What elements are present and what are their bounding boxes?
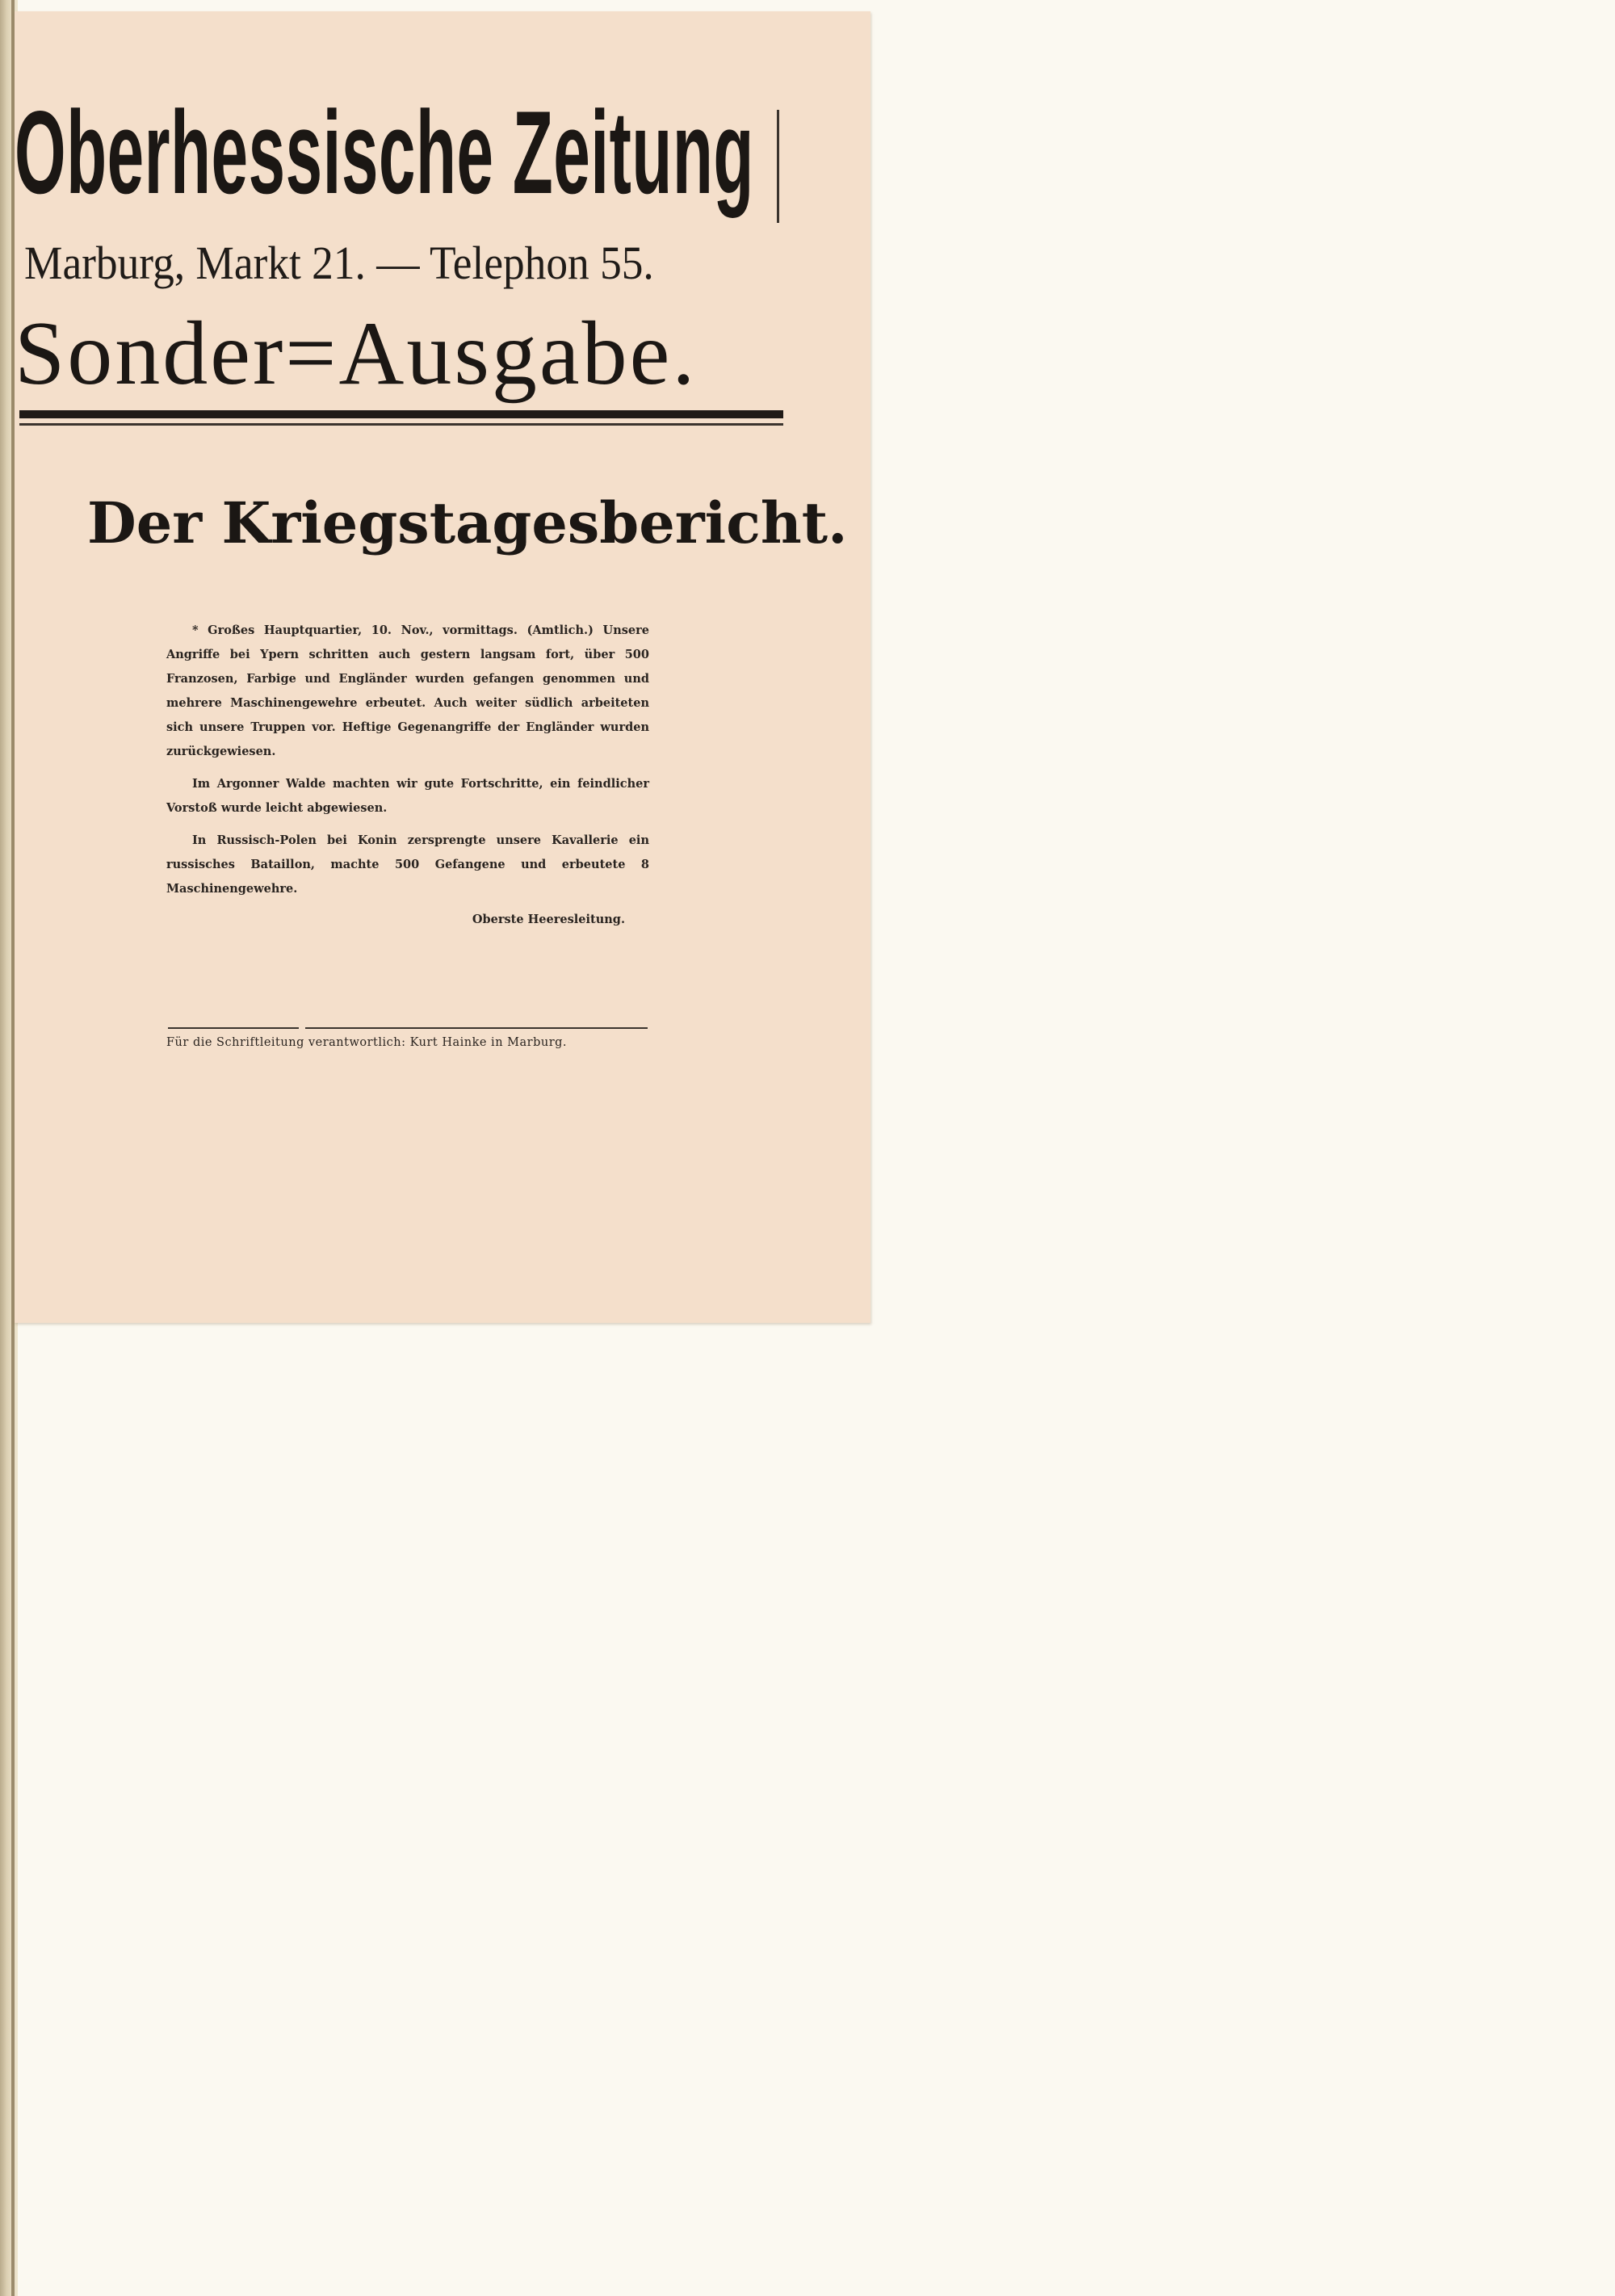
newspaper-clipping bbox=[15, 11, 870, 1323]
page-background bbox=[18, 1308, 1615, 2296]
edition-label: Sonder=Ausgabe. bbox=[15, 304, 698, 404]
masthead-divider-thin bbox=[19, 423, 783, 426]
article-paragraph: In Russisch-Polen bei Konin zersprengte unsere Kavallerie ein russisches Bataillon, machte 500 Gefangene und erbeutete 8 Maschinengewehre. bbox=[166, 833, 649, 896]
masthead-rule bbox=[777, 110, 779, 223]
masthead-address: Marburg, Markt 21. — Telephon 55. bbox=[24, 237, 654, 289]
article-headline: Der Kriegstagesbericht. bbox=[87, 489, 848, 556]
footer-rule bbox=[305, 1027, 648, 1029]
masthead-divider-thick bbox=[19, 410, 783, 418]
footer-credit: Für die Schriftleitung verantwortlich: Kurt Hainke in Marburg. bbox=[166, 1036, 568, 1049]
article-signature: Oberste Heeresleitung. bbox=[472, 913, 625, 926]
article-body bbox=[166, 619, 649, 930]
footer-rule bbox=[168, 1027, 299, 1029]
masthead-title: Oberhessische Zeitung bbox=[15, 86, 754, 218]
article-paragraph: Im Argonner Walde machten wir gute Fortschritte, ein feindlicher Vorstoß wurde leicht abgewiesen. bbox=[166, 777, 649, 815]
article-paragraph: * Großes Hauptquartier, 10. Nov., vormittags. (Amtlich.) Unsere Angriffe bei Ypern schritten auch gestern langsam fort, über 500 Franzosen, Farbige und Engländer wurden gefangen genommen und mehrere Maschinengewehre erbeutet. Auch weiter südlich arbeiteten sich unsere Truppen vor. Heftige Gegenangriffe der Engländer wurden zurückgewiesen. bbox=[166, 623, 649, 758]
